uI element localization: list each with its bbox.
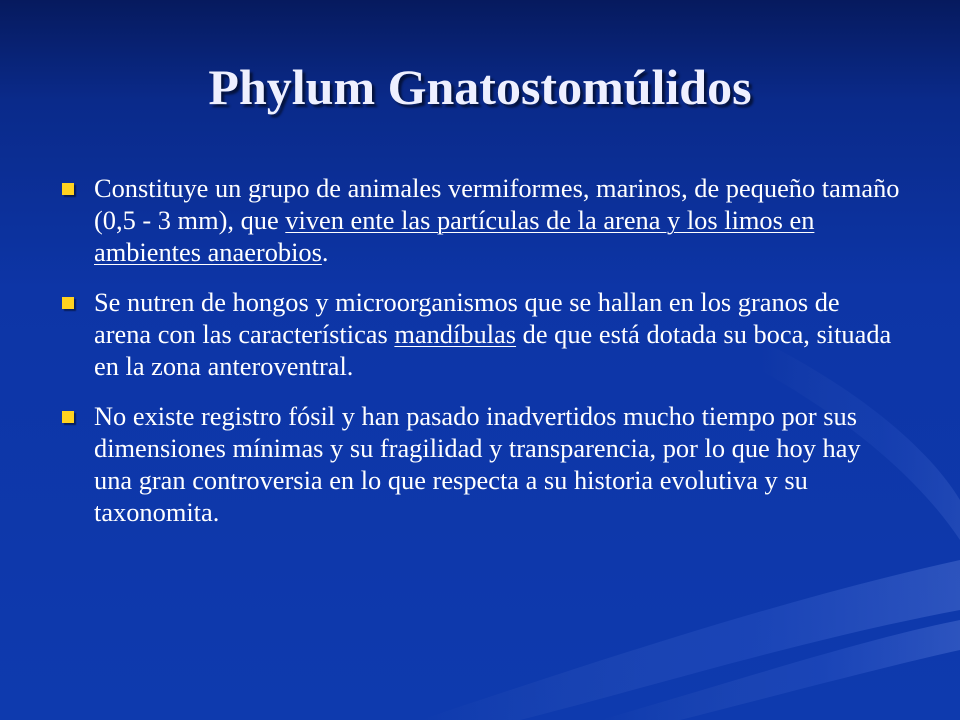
bullet-text: No existe registro fósil y han pasado inadvertidos mucho tiempo por sus dimensiones mínimas y su fragilidad y transparencia, por lo que hoy hay una gran controversia en lo que respecta a su historia evolutiva y su taxonomita.: [94, 401, 861, 527]
bullet-text: de que está dotada su boca, situada en la zona anteroventral.: [94, 319, 892, 381]
square-bullet-icon: [62, 297, 74, 309]
square-bullet-icon: [62, 183, 74, 195]
underlined-text: viven ente las partículas de la arena y los limos en ambientes anaerobios: [94, 205, 815, 267]
bullet-item: [60, 172, 900, 268]
bullet-list: [60, 172, 900, 546]
bullet-item: [60, 400, 900, 528]
bullet-text: Se nutren de hongos y microorganismos que se hallan en los granos de arena con las características: [94, 287, 840, 349]
bullet-item: [60, 286, 900, 382]
square-bullet-icon: [62, 411, 74, 423]
slide-title: Phylum Gnatostomúlidos: [208, 59, 752, 115]
underlined-text: mandíbulas: [394, 319, 517, 349]
bullet-text: .: [321, 237, 329, 267]
bullet-text: Constituye un grupo de animales vermiformes, marinos, de pequeño tamaño (0,5 - 3 mm), que: [94, 173, 900, 235]
